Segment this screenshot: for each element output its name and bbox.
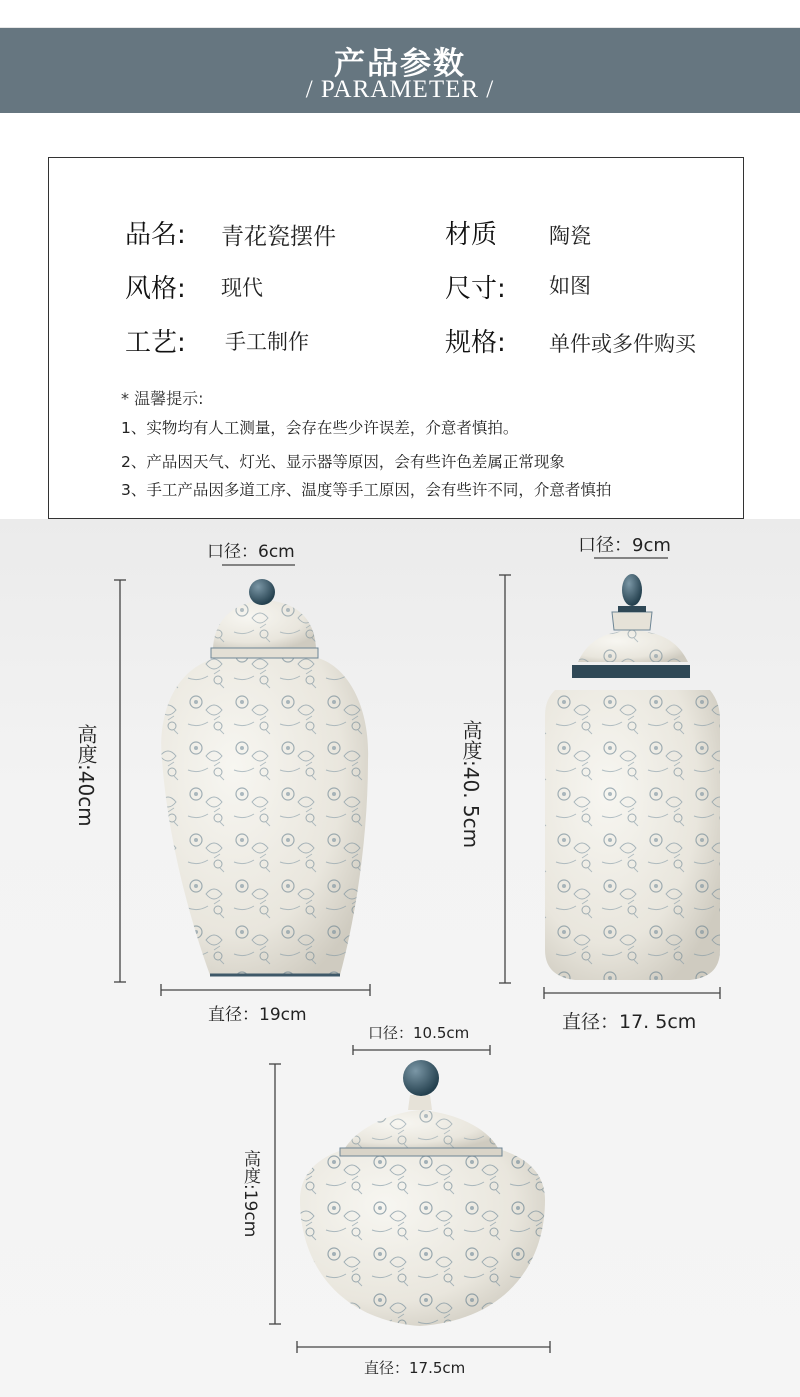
jar-b-height-label [457, 720, 486, 848]
spec-value: 单件或多件购买 [549, 332, 696, 356]
material-value: 陶瓷 [549, 224, 591, 248]
jar-c-height-cn: 高度 [240, 1150, 260, 1184]
jar-b [545, 574, 720, 980]
tip-line-2: 2、产品因天气、灯光、显示器等原因，会有些许色差属正常现象 [121, 453, 565, 471]
jar-a [161, 579, 368, 975]
name-value: 青花瓷摆件 [221, 224, 336, 250]
jar-a-height-value: :40cm [74, 764, 98, 827]
jar-b-diameter-label: 直径：17. 5cm [562, 1011, 697, 1033]
jar-c-height-value: :19cm [240, 1184, 260, 1238]
jar-c [300, 1060, 545, 1326]
tips-heading: * 温馨提示: [121, 389, 204, 408]
name-label: 品名: [125, 220, 186, 250]
spec-label: 规格: [445, 328, 506, 358]
material-label: 材质 [445, 220, 498, 250]
jar-b-mouth-label: 口径：9cm [578, 535, 671, 556]
jar-a-height-label [72, 724, 101, 827]
size-value: 如图 [549, 274, 591, 298]
banner-title: 产品参数 [334, 46, 466, 82]
jar-c-diameter-label: 直径：17.5cm [364, 1359, 466, 1377]
jar-a-height-cn: 高度 [74, 724, 98, 764]
jar-a-mouth-label: 口径：6cm [207, 542, 295, 562]
jar-b-height-value: :40. 5cm [459, 760, 483, 849]
craft-label: 工艺: [125, 328, 186, 358]
craft-value: 手工制作 [225, 330, 309, 354]
size-label: 尺寸: [445, 274, 506, 304]
tip-line-3: 3、手工产品因多道工序、温度等手工原因，会有些许不同，介意者慎拍 [121, 481, 612, 499]
style-value: 现代 [221, 276, 263, 300]
jar-c-mouth-label: 口径：10.5cm [368, 1024, 470, 1042]
jar-a-diameter-label: 直径：19cm [208, 1005, 307, 1025]
banner-subtitle: / PARAMETER / [305, 76, 495, 103]
tip-line-1: 1、实物均有人工测量，会存在些少许误差，介意者慎拍。 [121, 419, 519, 437]
style-label: 风格: [125, 274, 186, 304]
jar-b-height-cn: 高度 [459, 720, 483, 760]
jar-c-height-label [238, 1150, 263, 1237]
